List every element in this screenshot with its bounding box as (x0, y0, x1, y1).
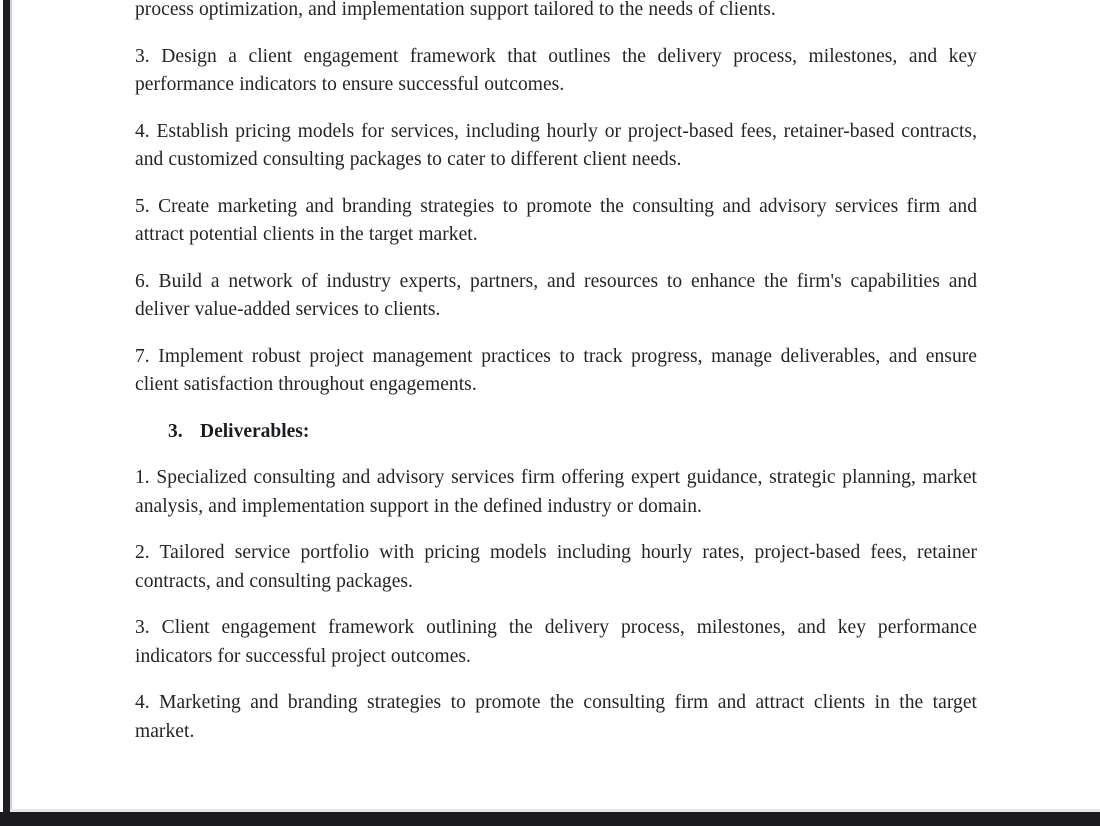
deliverable-item-1: 1. Specialized consulting and advisory services firm offering expert guidance, strategic planning, market analysis, and implementation support in the defined industry or domain. (135, 467, 977, 517)
deliverable-item-4: 4. Marketing and branding strategies to promote the consulting firm and attract clients in the target market. (135, 692, 977, 742)
document-body (135, 0, 977, 746)
deliverable-item-2: 2. Tailored service portfolio with pricing models including hourly rates, project-based fees, retainer contracts, and consulting packages. (135, 542, 977, 592)
section-heading-title: Deliverables: (200, 420, 310, 442)
numbered-paragraph-3: 3. Design a client engagement framework that outlines the delivery process, milestones, and key performance indicators to ensure successful outcomes. (135, 45, 977, 95)
section-heading-deliverables (135, 418, 977, 447)
deliverable-item-3: 3. Client engagement framework outlining the delivery process, milestones, and key performance indicators for successful project outcomes. (135, 617, 977, 667)
page-frame-left-edge (3, 0, 10, 826)
numbered-paragraph-5: 5. Create marketing and branding strategies to promote the consulting and advisory services firm and attract potential clients in the target market. (135, 195, 977, 245)
clipped-top-paragraph (135, 0, 977, 25)
page-sheet (12, 0, 1100, 809)
numbered-paragraph-4: 4. Establish pricing models for services, including hourly or project-based fees, retainer-based contracts, and customized consulting packages to cater to different client needs. (135, 120, 977, 170)
numbered-paragraph-7: 7. Implement robust project management practices to track progress, manage deliverables, and ensure client satisfaction throughout engagements. (135, 345, 977, 395)
page-frame-bottom-edge (0, 812, 1100, 826)
clipped-top-paragraph-text: process optimization, and implementation support tailored to the needs of clients. (135, 0, 776, 20)
section-heading-number: 3. (168, 420, 183, 442)
numbered-paragraph-6: 6. Build a network of industry experts, partners, and resources to enhance the firm's capabilities and deliver value-added services to clients. (135, 270, 977, 320)
